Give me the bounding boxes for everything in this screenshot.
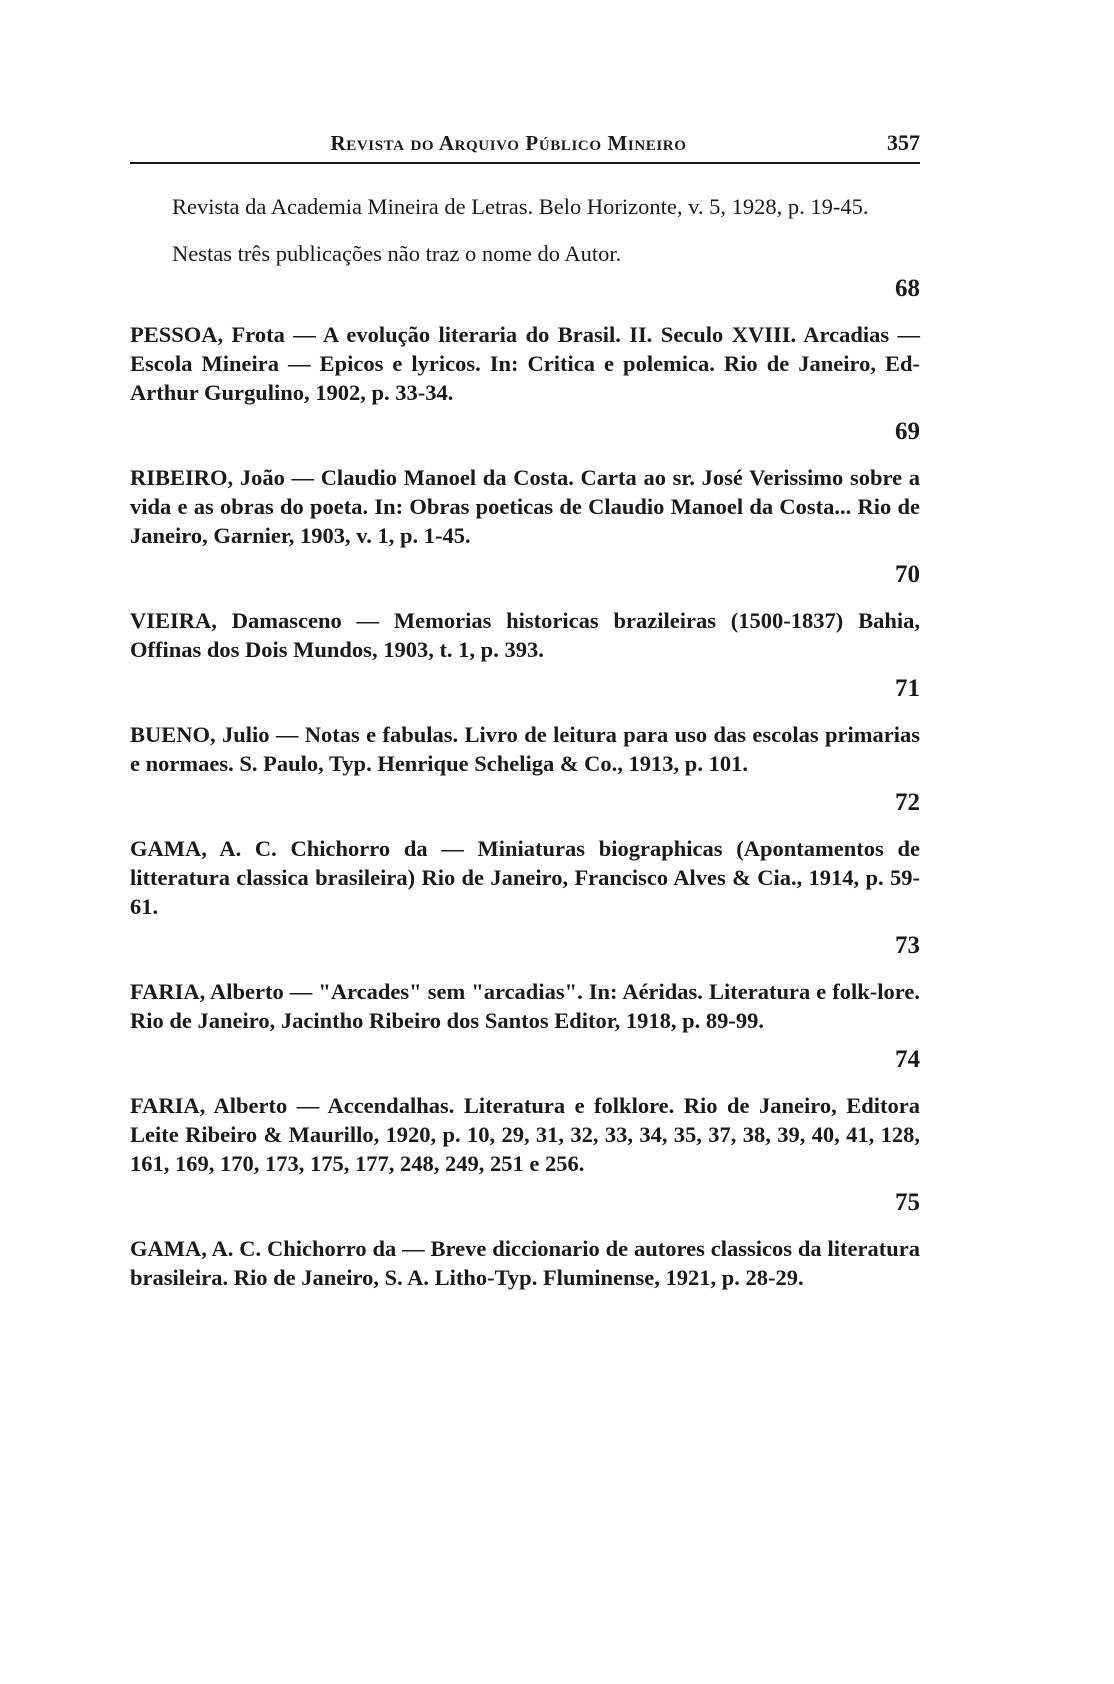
entry-number: 74	[895, 1046, 920, 1073]
entry-text: VIEIRA, Damasceno — Memorias historicas brazileiras (1500-1837) Bahia, Offinas dos Dois Mundos, 1903, t. 1, p. 393.	[130, 608, 920, 662]
bibliography-entry	[130, 1188, 920, 1292]
entry-number: 72	[895, 789, 920, 816]
bibliography-entry	[130, 788, 920, 921]
bibliography-entry	[130, 560, 920, 664]
running-title: Revista do Arquivo Público Mineiro	[330, 131, 687, 155]
entry-text: BUENO, Julio — Notas e fabulas. Livro de leitura para uso das escolas primarias e normaes. S. Paulo, Typ. Henrique Scheliga & Co., 1913, p. 101.	[130, 722, 920, 776]
entry-text: GAMA, A. C. Chichorro da — Miniaturas biographicas (Apontamentos de litteratura classica brasileira) Rio de Janeiro, Francisco Alves & Cia., 1914, p. 59-61.	[130, 836, 920, 919]
entry-number: 68	[895, 275, 920, 302]
entry-text: FARIA, Alberto — Accendalhas. Literatura e folklore. Rio de Janeiro, Editora Leite Ribeiro & Maurillo, 1920, p. 10, 29, 31, 32, 33, 34, 35, 37, 38, 39, 40, 41, 128, 161, 169, 170, 173, 175, 177, 248, 249, 251 e 256.	[130, 1093, 920, 1176]
entry-number: 69	[895, 418, 920, 445]
entry-number: 75	[895, 1189, 920, 1216]
bibliography-entry	[130, 931, 920, 1035]
bibliography-entry	[130, 1045, 920, 1178]
bibliography-entry	[130, 417, 920, 550]
page-number: 357	[887, 130, 920, 155]
bibliography-entry	[130, 274, 920, 407]
entry-number: 71	[895, 675, 920, 702]
entry-text: GAMA, A. C. Chichorro da — Breve diccionario de autores classicos da literatura brasileira. Rio de Janeiro, S. A. Litho-Typ. Fluminense, 1921, p. 28-29.	[130, 1236, 920, 1290]
entry-text: RIBEIRO, João — Claudio Manoel da Costa. Carta ao sr. José Verissimo sobre a vida e as obras do poeta. In: Obras poeticas de Claudio Manoel da Costa... Rio de Janeiro, Garnier, 1903, v. 1, p. 1-45.	[130, 465, 920, 548]
entry-number: 73	[895, 932, 920, 959]
bibliography-entry	[130, 674, 920, 778]
running-head	[130, 130, 920, 164]
intro-note: Nestas três publicações não traz o nome do Autor.	[172, 241, 622, 266]
entry-number: 70	[895, 561, 920, 588]
document-page	[130, 130, 920, 1292]
entry-text: PESSOA, Frota — A evolução literaria do Brasil. II. Seculo XVIII. Arcadias — Escola Mineira — Epicos e lyricos. In: Critica e polemica. Rio de Janeiro, Ed-Arthur Gurgulino, 1902, p. 33-34.	[130, 322, 920, 405]
intro-continuation: Revista da Academia Mineira de Letras. Belo Horizonte, v. 5, 1928, p. 19-45.	[172, 194, 869, 219]
entry-text: FARIA, Alberto — "Arcades" sem "arcadias". In: Aéridas. Literatura e folk-lore. Rio de Janeiro, Jacintho Ribeiro dos Santos Editor, 1918, p. 89-99.	[130, 979, 920, 1033]
